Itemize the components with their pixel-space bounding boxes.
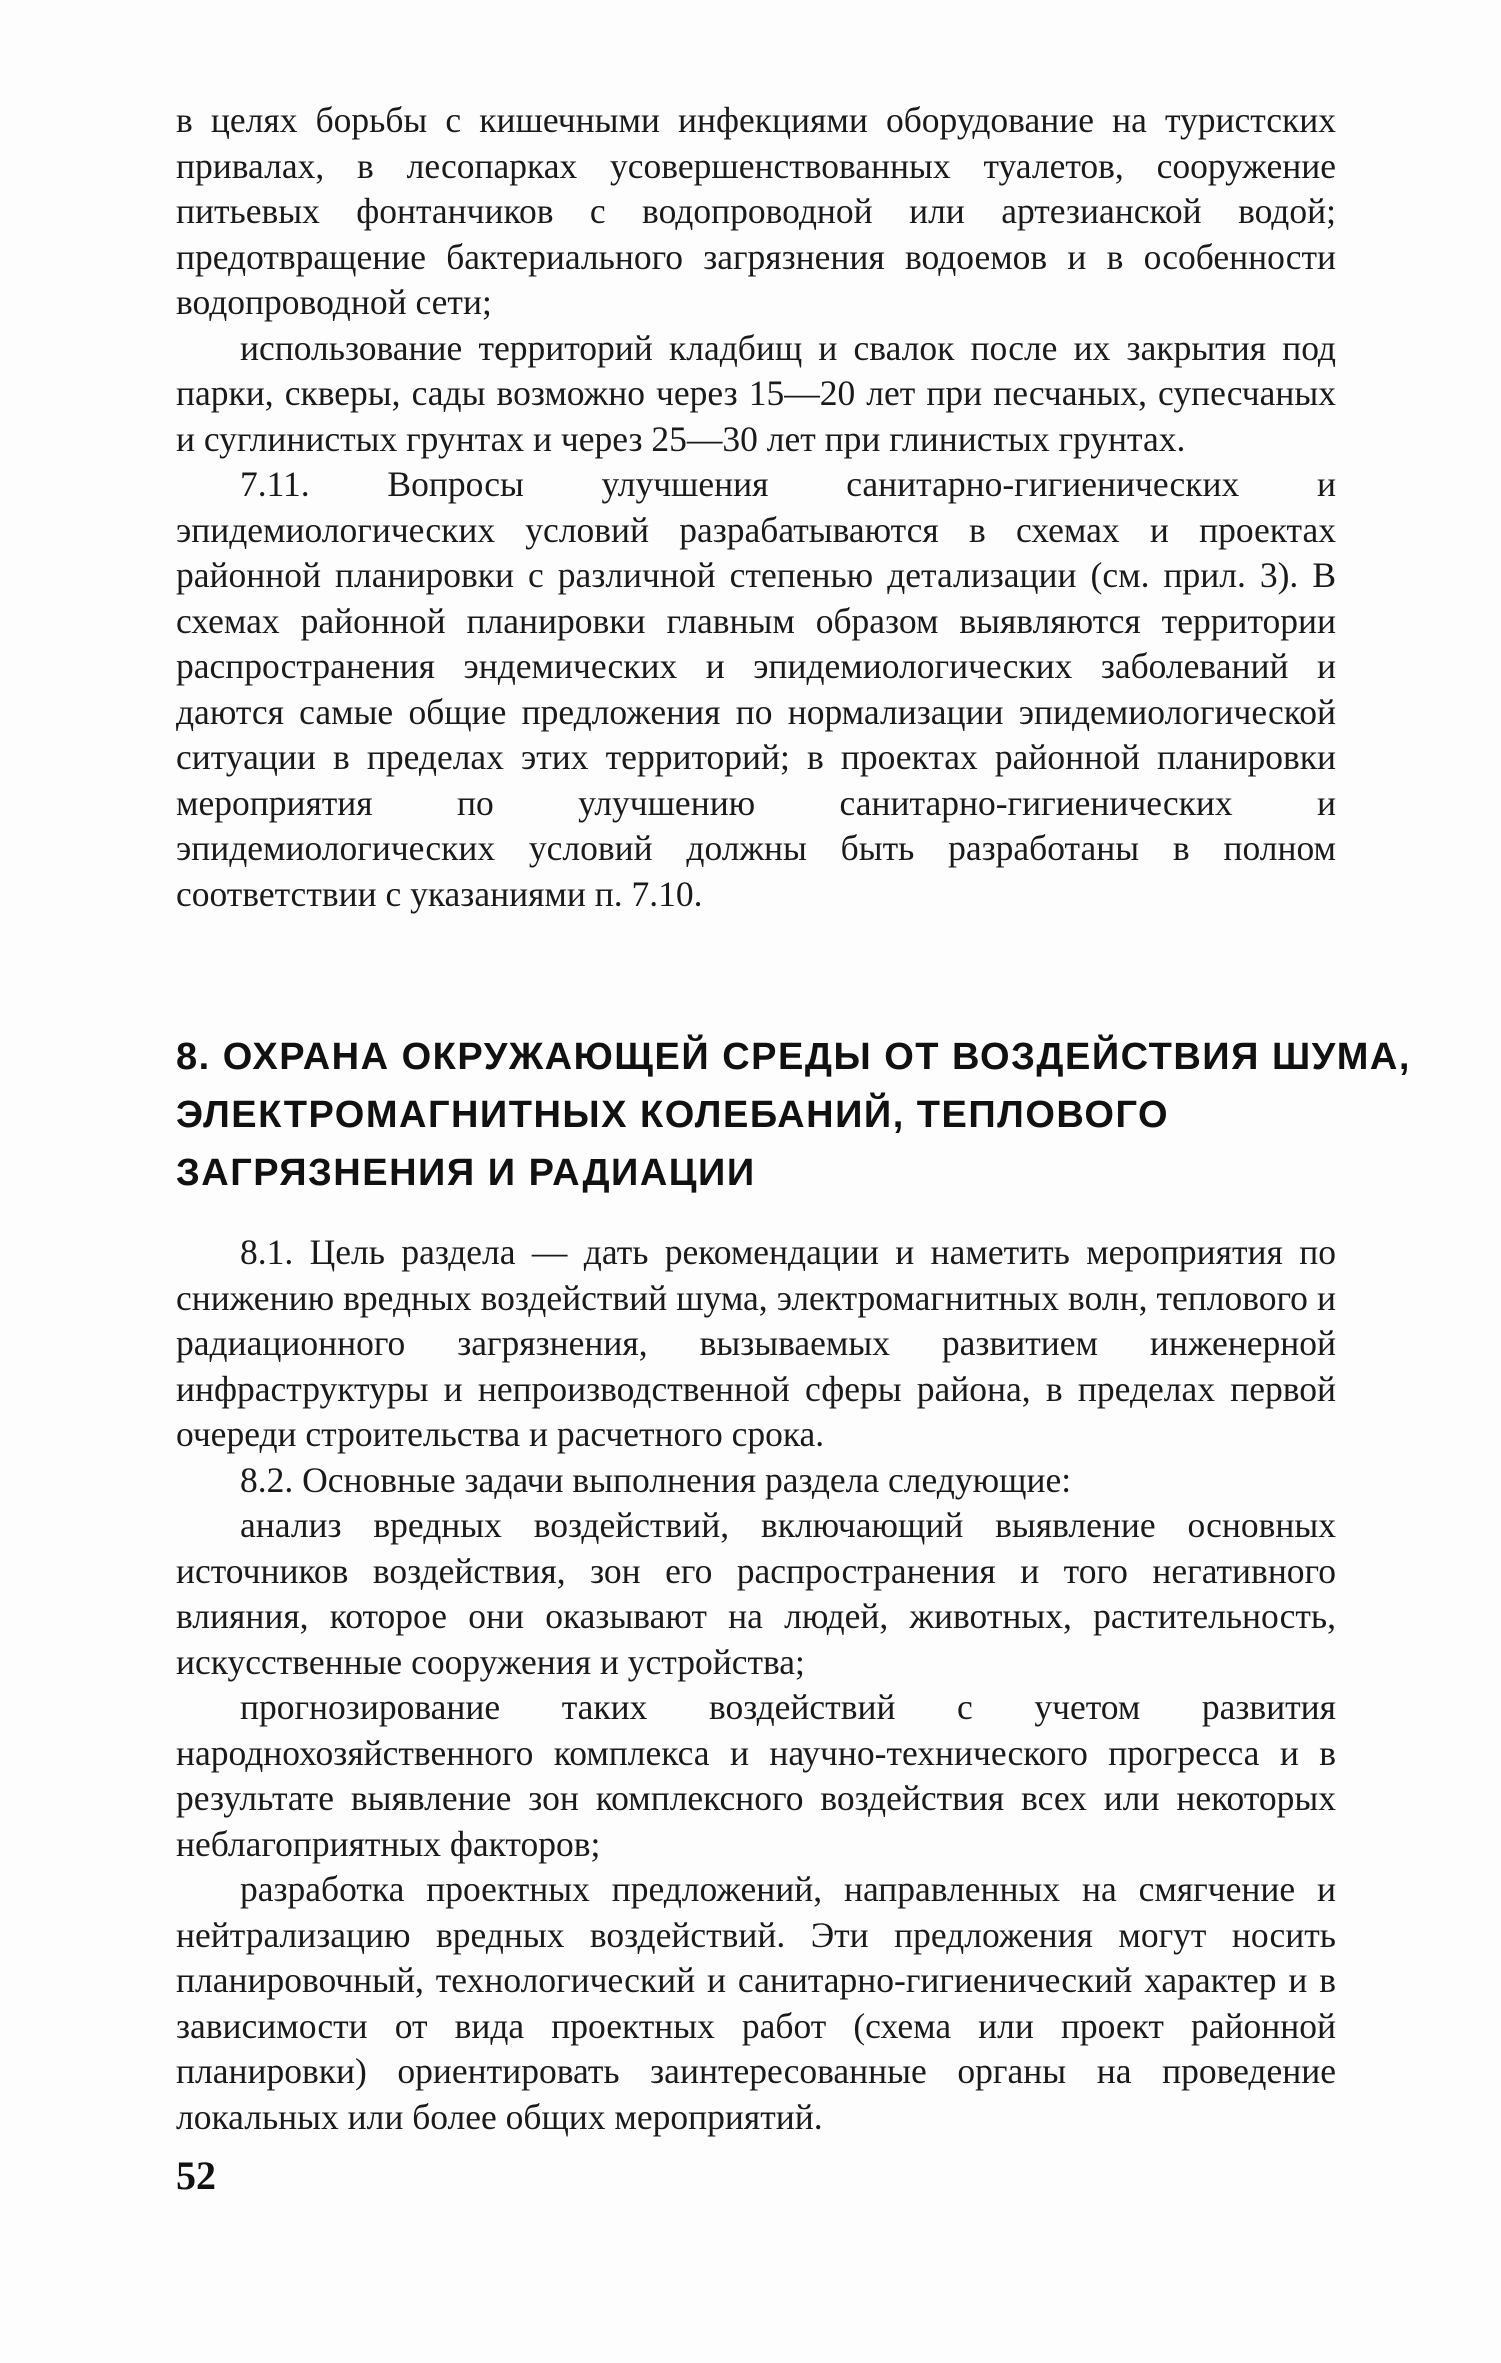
paragraph-forecasting: прогнозирование таких воздействий с учетом развития народнохозяйственного комплекса и научно-технического прогресса и в результате выявление зон комплексного воздействия всех или некоторых неблагоприятных факторов; (176, 1687, 1336, 1864)
paragraph-cemetery-use: использование территорий кладбищ и свалок после их закрытия под парки, скверы, сады возможно через 15—20 лет при песчаных, супесчаных и суглинистых грунтах и через 25—30 лет при глинистых грунтах. (176, 327, 1336, 459)
section-heading-line: 8. ОХРАНА ОКРУЖАЮЩЕЙ СРЕДЫ ОТ ВОЗДЕЙСТВИЯ ШУМА, (176, 1036, 1411, 1078)
paragraph-proposals: разработка проектных предложений, направленных на смягчение и нейтрализацию вредных воздействий. Эти предложения могут носить планировочный, технологический и санитарно-гигиенический характер и в зависимости от вида проектных работ (схема или проект районной планировки) ориентировать заинтересованные органы на проведение локальных или более общих мероприятий. (176, 1869, 1336, 2137)
section-8-text (176, 1230, 1336, 2140)
section-8-heading (176, 1028, 1411, 1202)
paragraph-analysis: анализ вредных воздействий, включающий выявление основных источников воздействия, зон его распространения и того негативного влияния, которое они оказывают на людей, животных, растительность, искусственные сооружения и устройства; (176, 1505, 1336, 1682)
paragraph-7-11: 7.11. Вопросы улучшения санитарно-гигиенических и эпидемиологических условий разрабатываются в схемах и проектах районной планировки с различной степенью детализации (см. прил. 3). В схемах районной планировки главным образом выявляются территории распространения эндемических и эпидемиологических заболеваний и даются самые общие предложения по нормализации эпидемиологической ситуации в пределах этих территорий; в проектах районной планировки мероприятия по улучшению санитарно-гигиенических и эпидемиологических условий должны быть разработаны в полном соответствии с указаниями п. 7.10. (176, 464, 1336, 914)
page-number: 52 (176, 2153, 216, 2198)
paragraph-8-2: 8.2. Основные задачи выполнения раздела следующие: (240, 1459, 1072, 1500)
paragraph-8-1: 8.1. Цель раздела — дать рекомендации и наметить мероприятия по снижению вредных воздействий шума, электромагнитных волн, теплового и радиационного загрязнения, вызываемых развитием инженерной инфраструктуры и непроизводственной сферы района, в пределах первой очереди строительства и расчетного срока. (176, 1232, 1336, 1454)
section-heading-line: ЗАГРЯЗНЕНИЯ И РАДИАЦИИ (176, 1152, 756, 1194)
paragraph-tourist-facilities: в целях борьбы с кишечными инфекциями оборудование на туристских привалах, в лесопарках усовершенствованных туалетов, сооружение питьевых фонтанчиков с водопроводной или артезианской водой; предотвращение бактериального загрязнения водоемов и в особенности водопроводной сети; (176, 100, 1336, 322)
continuation-text (176, 98, 1336, 917)
section-heading-line: ЭЛЕКТРОМАГНИТНЫХ КОЛЕБАНИЙ, ТЕПЛОВОГО (176, 1094, 1170, 1136)
